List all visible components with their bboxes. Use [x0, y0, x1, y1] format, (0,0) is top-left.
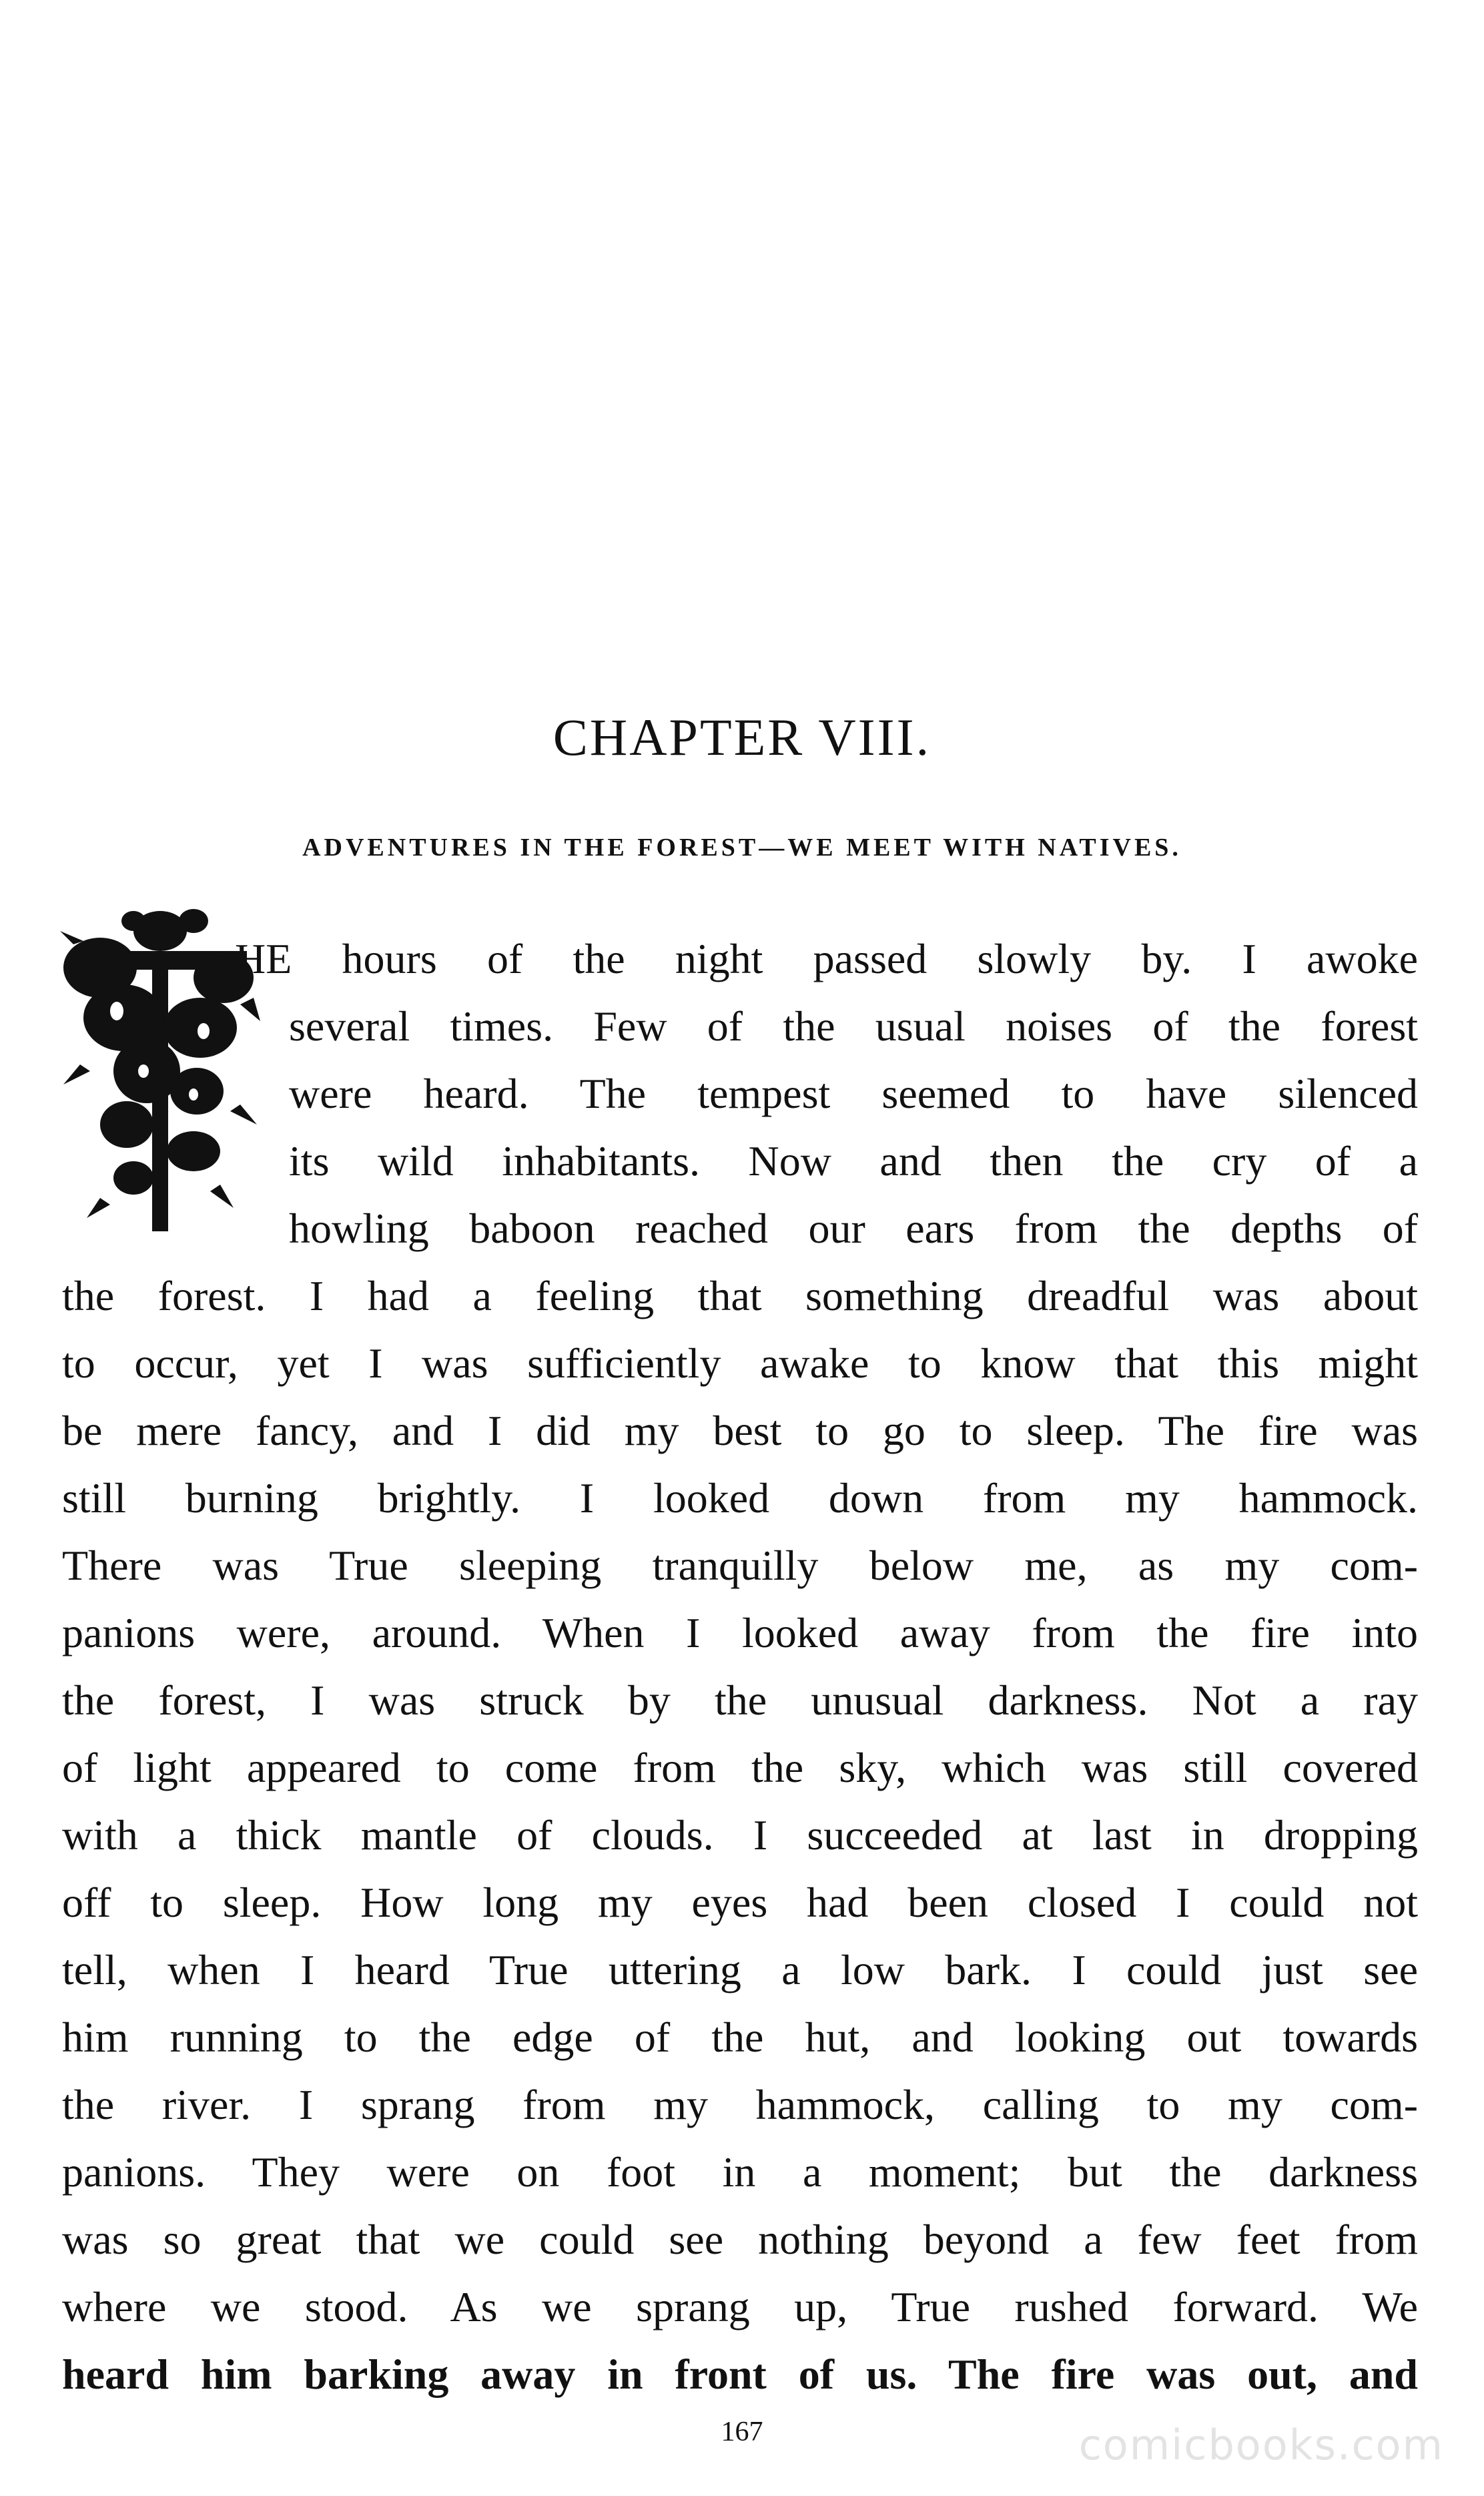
text-line: the forest. I had a feeling that something dreadful was about	[62, 1272, 1418, 1319]
text-line: the river. I sprang from my hammock, calling to my com-	[62, 2081, 1418, 2128]
text-line: where we stood. As we sprang up, True rushed forward. We	[62, 2283, 1418, 2330]
text-line: were heard. The tempest seemed to have silenced	[289, 1070, 1418, 1117]
text-line: panions. They were on foot in a moment; but the darkness	[62, 2148, 1418, 2196]
text-line: with a thick mantle of clouds. I succeeded at last in dropping	[62, 1811, 1418, 1859]
text-line: tell, when I heard True uttering a low bark. I could just see	[62, 1946, 1418, 1993]
text-line: the forest, I was struck by the unusual darkness. Not a ray	[62, 1676, 1418, 1724]
text-line: HE hours of the night passed slowly by. I awoke	[235, 935, 1418, 982]
text-line: several times. Few of the usual noises of the forest	[289, 1002, 1418, 1050]
text-line: still burning brightly. I looked down from my hammock.	[62, 1474, 1418, 1522]
watermark: comicbooks.com	[1078, 2421, 1444, 2469]
text-line: was so great that we could see nothing beyond a few feet from	[62, 2216, 1418, 2263]
text-line: There was True sleeping tranquilly below me, as my com-	[62, 1542, 1418, 1589]
text-line: heard him barking away in front of us. The fire was out, and	[62, 2351, 1418, 2398]
text-line: him running to the edge of the hut, and looking out towards	[62, 2013, 1418, 2061]
text-line: to occur, yet I was sufficiently awake to know that this might	[62, 1339, 1418, 1387]
drop-cap-t-foliage-icon	[60, 904, 260, 1238]
text-line: of light appeared to come from the sky, which was still covered	[62, 1744, 1418, 1791]
chapter-subtitle: ADVENTURES IN THE FOREST—WE MEET WITH NATIVES.	[302, 834, 1182, 862]
text-line: off to sleep. How long my eyes had been closed I could not	[62, 1879, 1418, 1926]
text-line: its wild inhabitants. Now and then the cry of a	[289, 1137, 1418, 1185]
chapter-title: CHAPTER VIII.	[552, 708, 932, 766]
page-number: 167	[721, 2417, 763, 2447]
text-line: be mere fancy, and I did my best to go to sleep. The fire was	[62, 1407, 1418, 1454]
text-line: panions were, around. When I looked away from the fire into	[62, 1609, 1418, 1656]
text-line: howling baboon reached our ears from the depths of	[289, 1205, 1418, 1252]
